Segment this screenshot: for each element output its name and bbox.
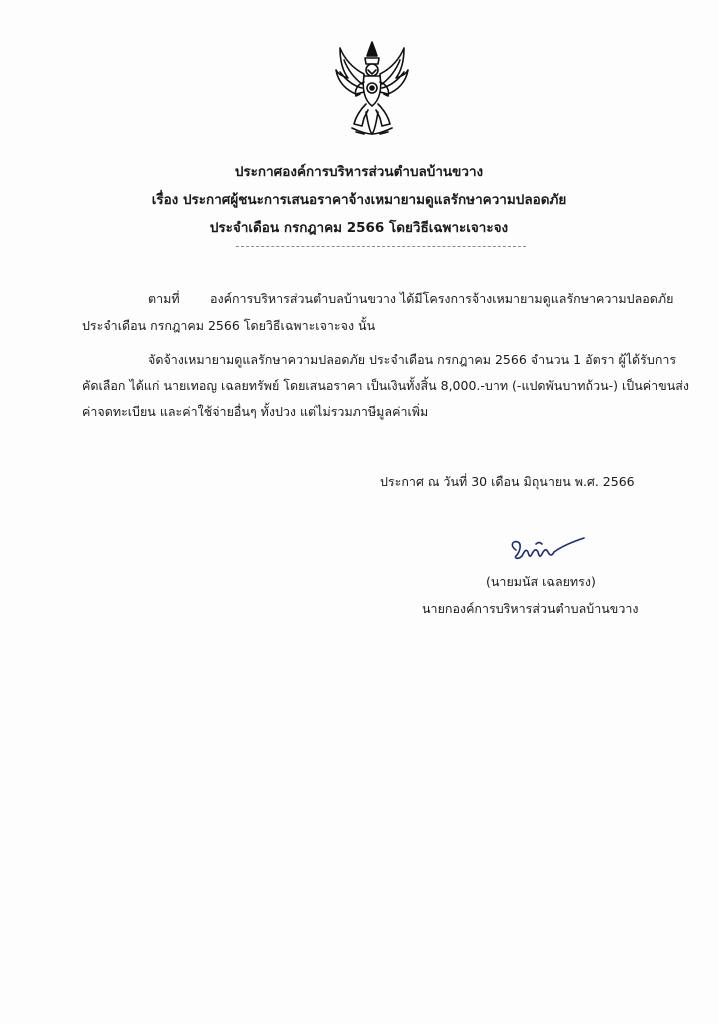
paragraph2-line3: ค่าจดทะเบียน และค่าใช้จ่ายอื่นๆ ทั้งปวง แต่ไม่รวมภาษีมูลค่าเพิ่ม bbox=[82, 404, 429, 419]
header-divider bbox=[236, 246, 526, 247]
paragraph1-label: ตามที่ bbox=[148, 291, 180, 306]
announcement-period: ประจำเดือน กรกฎาคม 2566 โดยวิธีเฉพาะเจาะจง bbox=[209, 220, 509, 236]
announcement-title: ประกาศองค์การบริหารส่วนตำบลบ้านขวาง bbox=[234, 164, 484, 180]
signer-title: นายกองค์การบริหารส่วนตำบลบ้านขวาง bbox=[422, 601, 639, 616]
paragraph2-line1: จัดจ้างเหมายามดูแลรักษาความปลอดภัย ประจำเดือน กรกฎาคม 2566 จำนวน 1 อัตรา ผู้ได้รับการ bbox=[148, 352, 677, 367]
paragraph1-line1: องค์การบริหารส่วนตำบลบ้านขวาง ได้มีโครงการจ้างเหมายามดูแลรักษาความปลอดภัย bbox=[210, 291, 674, 306]
announcement-date: ประกาศ ณ วันที่ 30 เดือน มิถุนายน พ.ศ. 2566 bbox=[380, 474, 635, 489]
handwritten-signature bbox=[506, 534, 586, 564]
paragraph1-line2: ประจำเดือน กรกฎาคม 2566 โดยวิธีเฉพาะเจาะจง นั้น bbox=[82, 318, 376, 333]
signer-name: (นายมนัส เฉลยทรง) bbox=[486, 574, 596, 589]
garuda-emblem-icon bbox=[334, 40, 410, 136]
paragraph2-line2: คัดเลือก ได้แก่ นายเทอญ เฉลยทรัพย์ โดยเสนอราคา เป็นเงินทั้งสิ้น 8,000.-บาท (-แปดพันบาทถ้วน-) เป็นค่าขนส่ง bbox=[82, 378, 689, 393]
announcement-subject: เรื่อง ประกาศผู้ชนะการเสนอราคาจ้างเหมายามดูแลรักษาความปลอดภัย bbox=[151, 192, 567, 208]
